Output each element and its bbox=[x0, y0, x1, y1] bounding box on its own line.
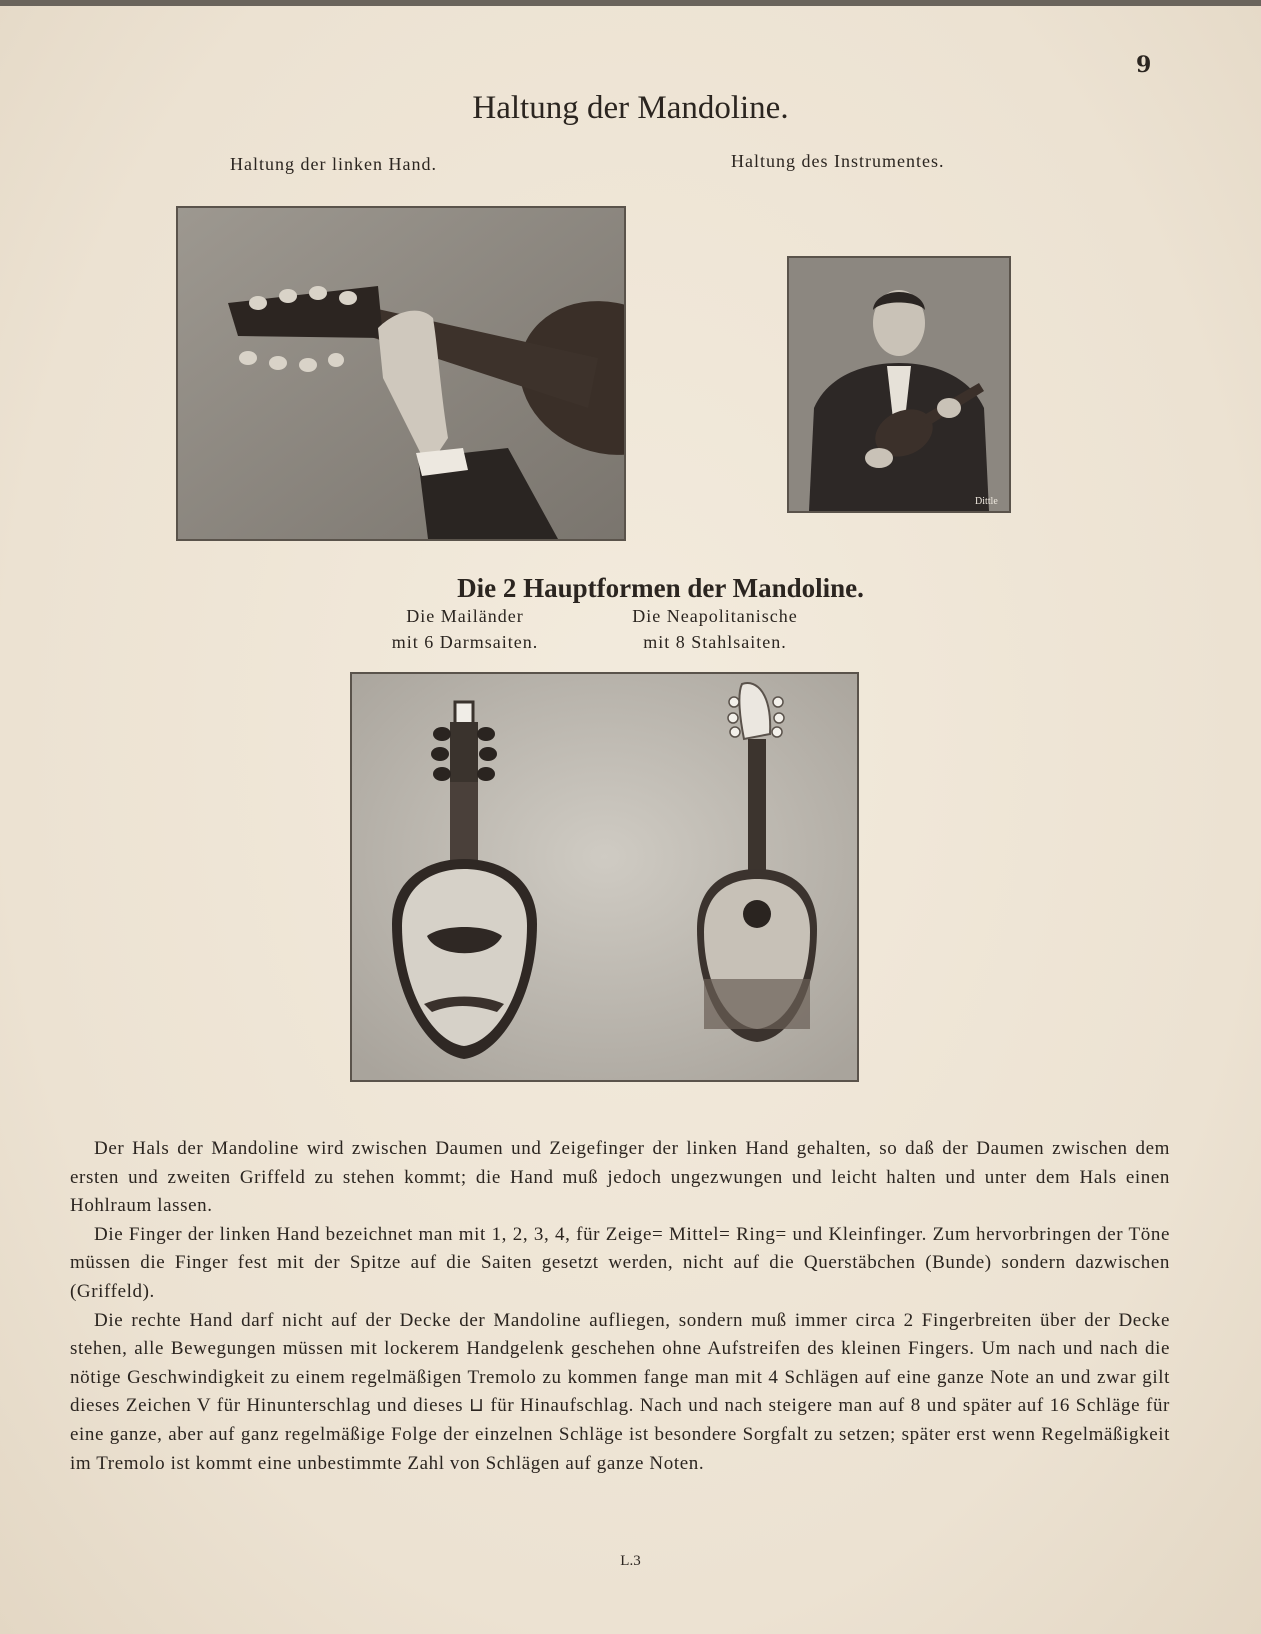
photo-credit-portrait: Dittle bbox=[975, 496, 998, 507]
photo-mandolin-forms bbox=[350, 672, 859, 1082]
paragraph-3: Die rechte Hand darf nicht auf der Decke der Mandoline aufliegen, sondern muß immer circa 2 Fingerbreiten über der Decke stehen, alle Bewegungen müssen mit lockerem Handgelenk geschehen ohne Aufstreifen des kleinen Fingers. Um nach und nach die nötige Geschwindigkeit zu einem regelmäßigen Tremolo zu kommen fange man mit 4 Schlägen auf eine ganze Note an und zwar gilt dieses Zeichen V für Hinunterschlag und dieses ⊔ für Hinaufschlag. Nach und nach steigere man auf 8 und später auf 16 Schläge für eine ganze, aber auf ganz regelmäßige Folge der einzelnen Schläge ist besondere Sorgfalt zu setzen; später erst wenn Regelmäßigkeit im Tremolo ist kommt eine unbestimmte Zahl von Schlägen auf ganze Noten. bbox=[70, 1309, 1170, 1474]
left-hand-illustration bbox=[178, 208, 624, 539]
milan-caption-line2: mit 6 Darmsaiten. bbox=[391, 632, 539, 652]
naples-caption-line1: Die Neapolitanische bbox=[632, 606, 798, 626]
milan-caption-line1: Die Mailänder bbox=[406, 606, 524, 626]
paragraph-2: Die Finger der linken Hand bezeichnet man mit 1, 2, 3, 4, für Zeige= Mittel= Ring= und Kleinfinger. Zum hervorbringen der Töne müssen die Finger fest mit der Spitze auf die Saiten gesetzt werden, nicht auf die Querstäbchen (Bunde) sondern dazwischen (Griffeld). bbox=[70, 1223, 1170, 1302]
instruction-text bbox=[70, 1135, 1170, 1478]
milan-caption bbox=[370, 603, 560, 655]
footer-mark: L.3 bbox=[620, 1553, 641, 1569]
paragraph-1: Der Hals der Mandoline wird zwischen Daumen und Zeigefinger der linken Hand gehalten, so daß der Daumen zwischen dem ersten und zweiten Griffeld zu stehen kommt; die Hand muß jedoch ungezwungen und leicht halten und unter dem Hals einen Hohlraum lassen. bbox=[70, 1138, 1170, 1217]
naples-caption bbox=[605, 603, 825, 655]
photo-left-hand bbox=[176, 206, 626, 541]
page-number: 9 bbox=[1136, 52, 1152, 78]
naples-caption-line2: mit 8 Stahlsaiten. bbox=[643, 632, 787, 652]
caption-left-hand: Haltung der linken Hand. bbox=[230, 154, 437, 174]
photo-instrument-posture bbox=[787, 256, 1011, 513]
player-illustration bbox=[789, 258, 1009, 511]
page-title: Haltung der Mandoline. bbox=[472, 90, 789, 126]
caption-instrument: Haltung des Instrumentes. bbox=[731, 151, 945, 171]
page-edge bbox=[0, 0, 1261, 6]
mandolins-illustration bbox=[352, 674, 857, 1080]
section-title: Die 2 Hauptformen der Mandoline. bbox=[457, 573, 864, 603]
